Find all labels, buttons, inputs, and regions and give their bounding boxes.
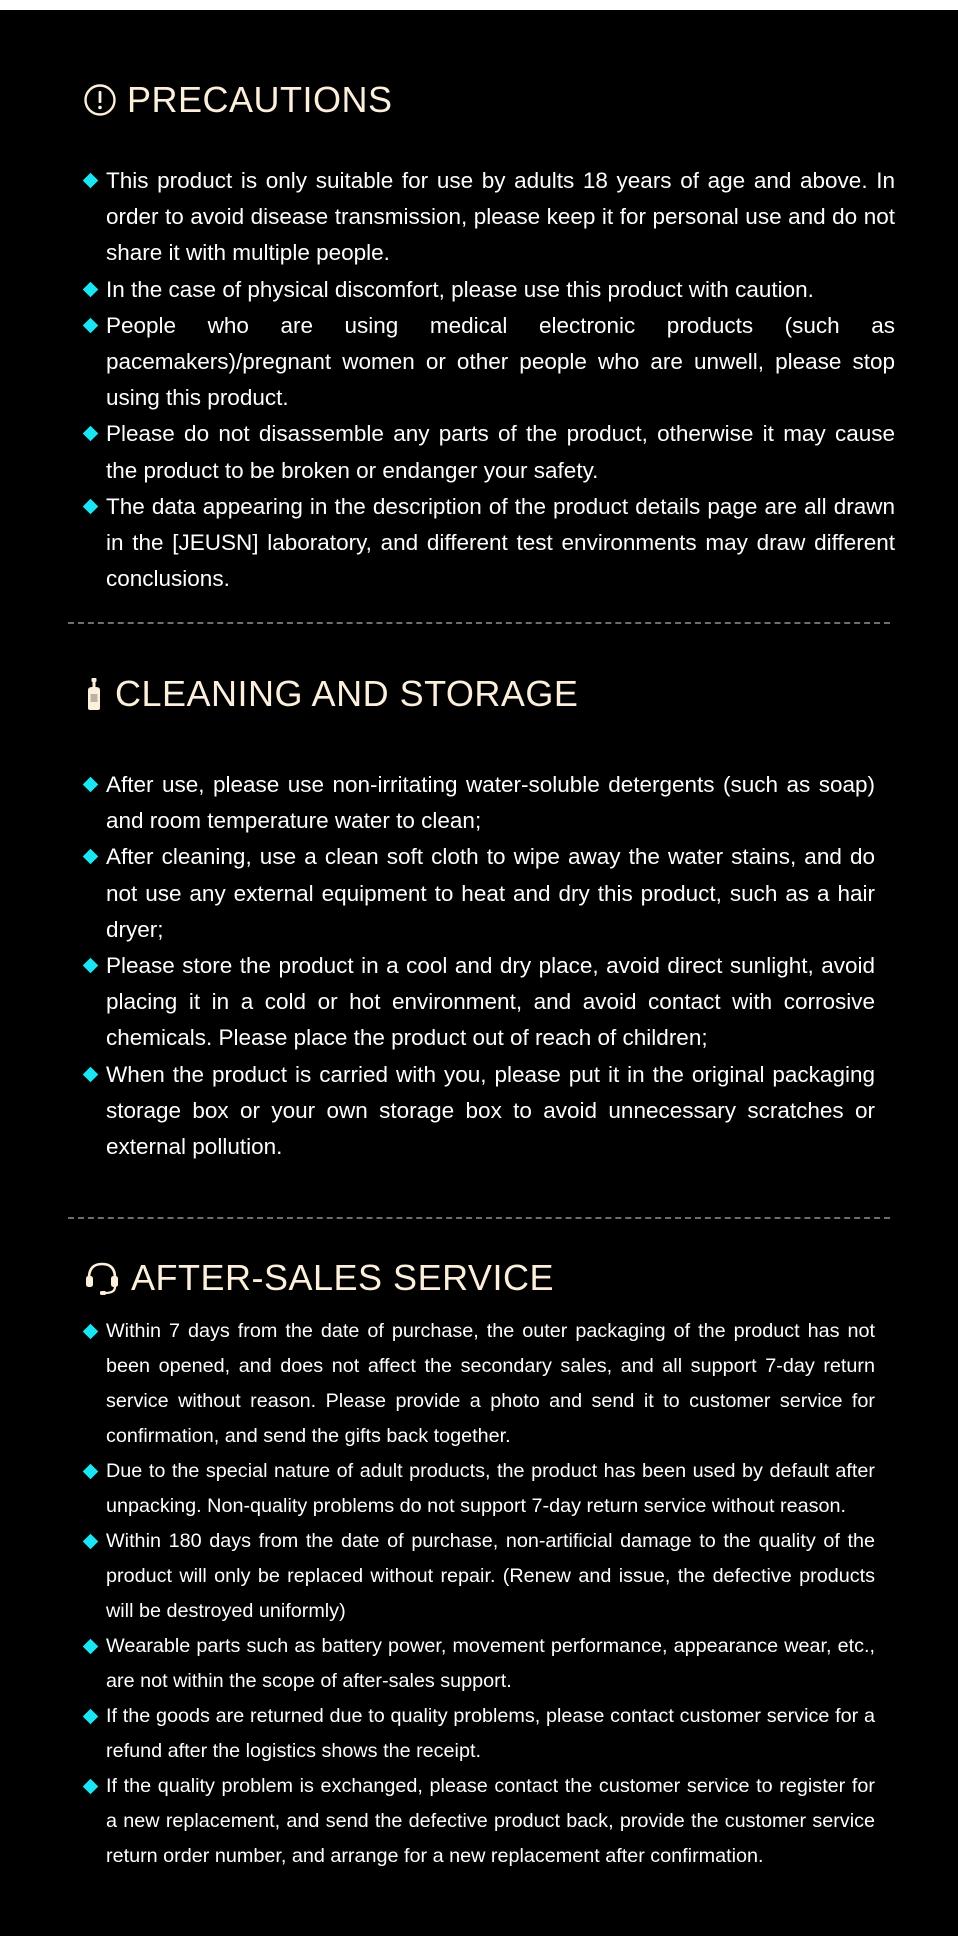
diamond-bullet-icon <box>83 173 99 189</box>
list-item: This product is only suitable for use by adults 18 years of age and above. In order to avoid disease transmission, please keep it for personal use and do not share it with multiple people. <box>83 163 895 272</box>
precautions-title: PRECAUTIONS <box>127 79 393 120</box>
diamond-bullet-icon <box>83 499 99 515</box>
exclamation-circle-icon <box>83 83 117 117</box>
diamond-bullet-icon <box>83 1534 99 1550</box>
list-item: Please do not disassemble any parts of the product, otherwise it may cause the product to be broken or endanger your safety. <box>83 416 895 488</box>
diamond-bullet-icon <box>83 849 99 865</box>
list-item: Within 180 days from the date of purchase, non-artificial damage to the quality of the product will only be replaced without repair. (Renew and issue, the defective products will be destroyed uniformly) <box>83 1524 875 1629</box>
diamond-bullet-icon <box>83 1464 99 1480</box>
diamond-bullet-icon <box>83 1779 99 1795</box>
diamond-bullet-icon <box>83 1324 99 1340</box>
diamond-bullet-icon <box>83 1709 99 1725</box>
list-item: After use, please use non-irritating water-soluble detergents (such as soap) and room temperature water to clean; <box>83 767 875 839</box>
diamond-bullet-icon <box>83 958 99 974</box>
after-sales-title: AFTER-SALES SERVICE <box>131 1257 554 1298</box>
list-item: After cleaning, use a clean soft cloth to wipe away the water stains, and do not use any external equipment to heat and dry this product, such as a hair dryer; <box>83 839 875 948</box>
product-info-panel <box>0 10 958 1936</box>
diamond-bullet-icon <box>83 1639 99 1655</box>
list-item: People who are using medical electronic products (such as pacemakers)/pregnant women or other people who are unwell, please stop using this product. <box>83 308 895 417</box>
list-item: In the case of physical discomfort, please use this product with caution. <box>83 272 895 308</box>
diamond-bullet-icon <box>83 1066 99 1082</box>
list-item: Wearable parts such as battery power, movement performance, appearance wear, etc., are not within the scope of after-sales support. <box>83 1629 875 1699</box>
diamond-bullet-icon <box>83 777 99 793</box>
section-divider <box>68 622 890 624</box>
bottle-icon <box>83 677 105 711</box>
diamond-bullet-icon <box>83 318 99 334</box>
list-item: If the quality problem is exchanged, please contact the customer service to register for a new replacement, and send the defective product back, provide the customer service return order number, and arrange for a new replacement after confirmation. <box>83 1769 875 1874</box>
list-item: Please store the product in a cool and dry place, avoid direct sunlight, avoid placing it in a cold or hot environment, and avoid contact with corrosive chemicals. Please place the product out of reach of children; <box>83 948 875 1057</box>
list-item: When the product is carried with you, please put it in the original packaging storage box or your own storage box to avoid unnecessary scratches or external pollution. <box>83 1057 875 1166</box>
list-item: If the goods are returned due to quality problems, please contact customer service for a refund after the logistics shows the receipt. <box>83 1699 875 1769</box>
precautions-list <box>83 163 895 597</box>
cleaning-title: CLEANING AND STORAGE <box>115 673 579 714</box>
list-item: The data appearing in the description of the product details page are all drawn in the [JEUSN] laboratory, and different test environments may draw different conclusions. <box>83 489 895 598</box>
list-item: Due to the special nature of adult products, the product has been used by default after unpacking. Non-quality problems do not support 7-day return service without reason. <box>83 1454 875 1524</box>
precautions-heading <box>83 79 393 121</box>
cleaning-list <box>83 767 875 1165</box>
after-sales-heading <box>83 1257 554 1299</box>
diamond-bullet-icon <box>83 426 99 442</box>
section-divider <box>68 1217 890 1219</box>
headset-icon <box>83 1260 121 1296</box>
cleaning-heading <box>83 673 578 715</box>
list-item: Within 7 days from the date of purchase, the outer packaging of the product has not been opened, and does not affect the secondary sales, and all support 7-day return service without reason. Please provide a photo and send it to customer service for confirmation, and send the gifts back together. <box>83 1314 875 1454</box>
diamond-bullet-icon <box>83 281 99 297</box>
after-sales-list <box>83 1314 875 1874</box>
